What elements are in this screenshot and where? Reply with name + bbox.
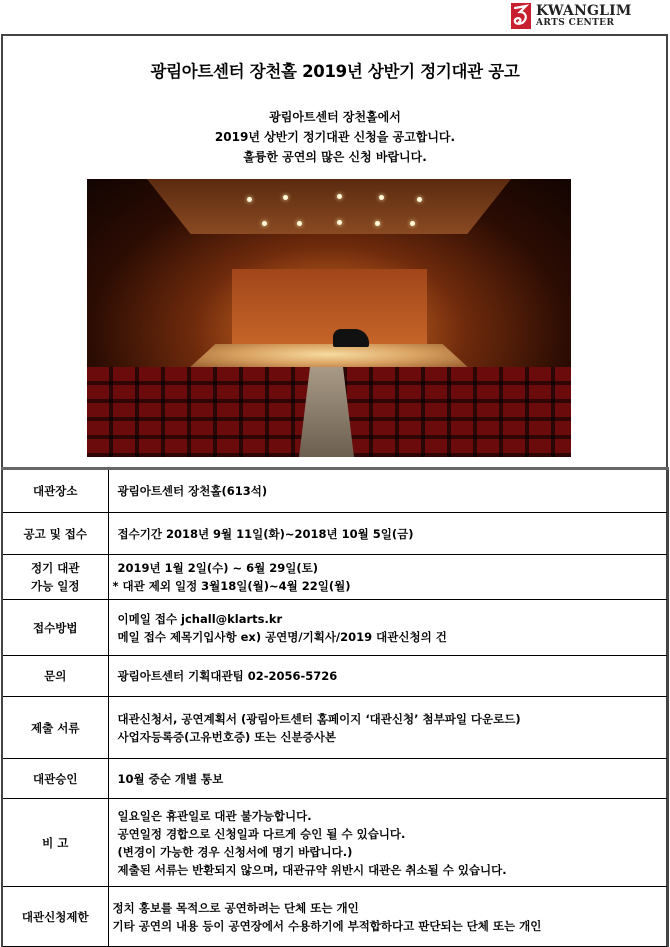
- table-row: [2, 656, 668, 697]
- kwanglim-swirl-logo-icon: [511, 3, 531, 29]
- ceiling-light: [410, 221, 415, 226]
- grand-piano: [333, 329, 369, 347]
- table-row: [2, 513, 668, 555]
- row-label: 제출 서류: [2, 697, 108, 759]
- table-row: [2, 600, 668, 656]
- brand-subtitle: ARTS CENTER: [536, 18, 615, 28]
- row-label: 접수방법: [2, 600, 108, 656]
- row-value: 일요일은 휴관일로 대관 불가능합니다. 공연일정 경합으로 신청일과 다르게 승인 될 수 있습니다. (변경이 가능한 경우 신청서에 명기 바랍니다.) 제출된 서류는 반환되지 않으며, 대관규약 위반시 대관은 취소될 수 있습니다.: [108, 799, 668, 887]
- brand-name: KWANGLIM: [536, 3, 632, 19]
- kwanglim-logo: [511, 2, 632, 30]
- notice-intro: [0, 107, 670, 167]
- intro-line: 광림아트센터 장천홀에서: [269, 110, 401, 124]
- ceiling: [147, 179, 511, 234]
- row-label: 비 고: [2, 799, 108, 887]
- table-row: [2, 759, 668, 799]
- row-label: 대관신청제한: [2, 887, 108, 947]
- row-value: 대관신청서, 공연계획서 (광림아트센터 홈페이지 ‘대관신청’ 첨부파일 다운로드) 사업자등록증(고유번호증) 또는 신분증사본: [108, 697, 668, 759]
- ceiling-light: [337, 194, 342, 199]
- rental-info-table: [1, 467, 669, 947]
- ceiling-light: [247, 197, 252, 202]
- row-value: 접수기간 2018년 9월 11일(화)~2018년 10월 5일(금): [108, 513, 668, 555]
- concert-hall-photo: [87, 179, 571, 457]
- row-label: 문의: [2, 656, 108, 697]
- ceiling-light: [262, 221, 267, 226]
- ceiling-light: [297, 221, 302, 226]
- ceiling-light: [337, 220, 342, 225]
- row-value: 정치 홍보를 목적으로 공연하려는 단체 또는 개인 기타 공연의 내용 등이 공연장에서 수용하기에 부적합하다고 판단되는 단체 또는 개인: [108, 887, 668, 947]
- row-value: 광림아트센터 장천홀(613석): [108, 469, 668, 513]
- table-row: [2, 697, 668, 759]
- table-row: [2, 799, 668, 887]
- row-value: 광림아트센터 기획대관팀 02-2056-5726: [108, 656, 668, 697]
- ceiling-light: [379, 195, 384, 200]
- stage-wall: [232, 269, 427, 349]
- table-row: [2, 887, 668, 947]
- row-value: 2019년 1월 2일(수) ~ 6월 29일(토) * 대관 제외 일정 3월18일(월)~4월 22일(월): [108, 555, 668, 600]
- notice-title: 광림아트센터 장천홀 2019년 상반기 정기대관 공고: [150, 62, 520, 81]
- table-row: [2, 555, 668, 600]
- intro-line: 훌륭한 공연의 많은 신청 바랍니다.: [243, 150, 427, 164]
- row-label: 대관승인: [2, 759, 108, 799]
- ceiling-light: [375, 221, 380, 226]
- row-label: 정기 대관 가능 일정: [2, 555, 108, 600]
- row-value: 10월 중순 개별 통보: [108, 759, 668, 799]
- ceiling-light: [417, 197, 422, 202]
- row-value: 이메일 접수 jchall@klarts.kr 메일 접수 제목기입사항 ex) 공연명/기획사/2019 대관신청의 건: [108, 600, 668, 656]
- row-label: 공고 및 접수: [2, 513, 108, 555]
- intro-line: 2019년 상반기 정기대관 신청을 공고합니다.: [214, 130, 456, 144]
- table-row: [2, 469, 668, 513]
- row-label: 대관장소: [2, 469, 108, 513]
- ceiling-light: [283, 195, 288, 200]
